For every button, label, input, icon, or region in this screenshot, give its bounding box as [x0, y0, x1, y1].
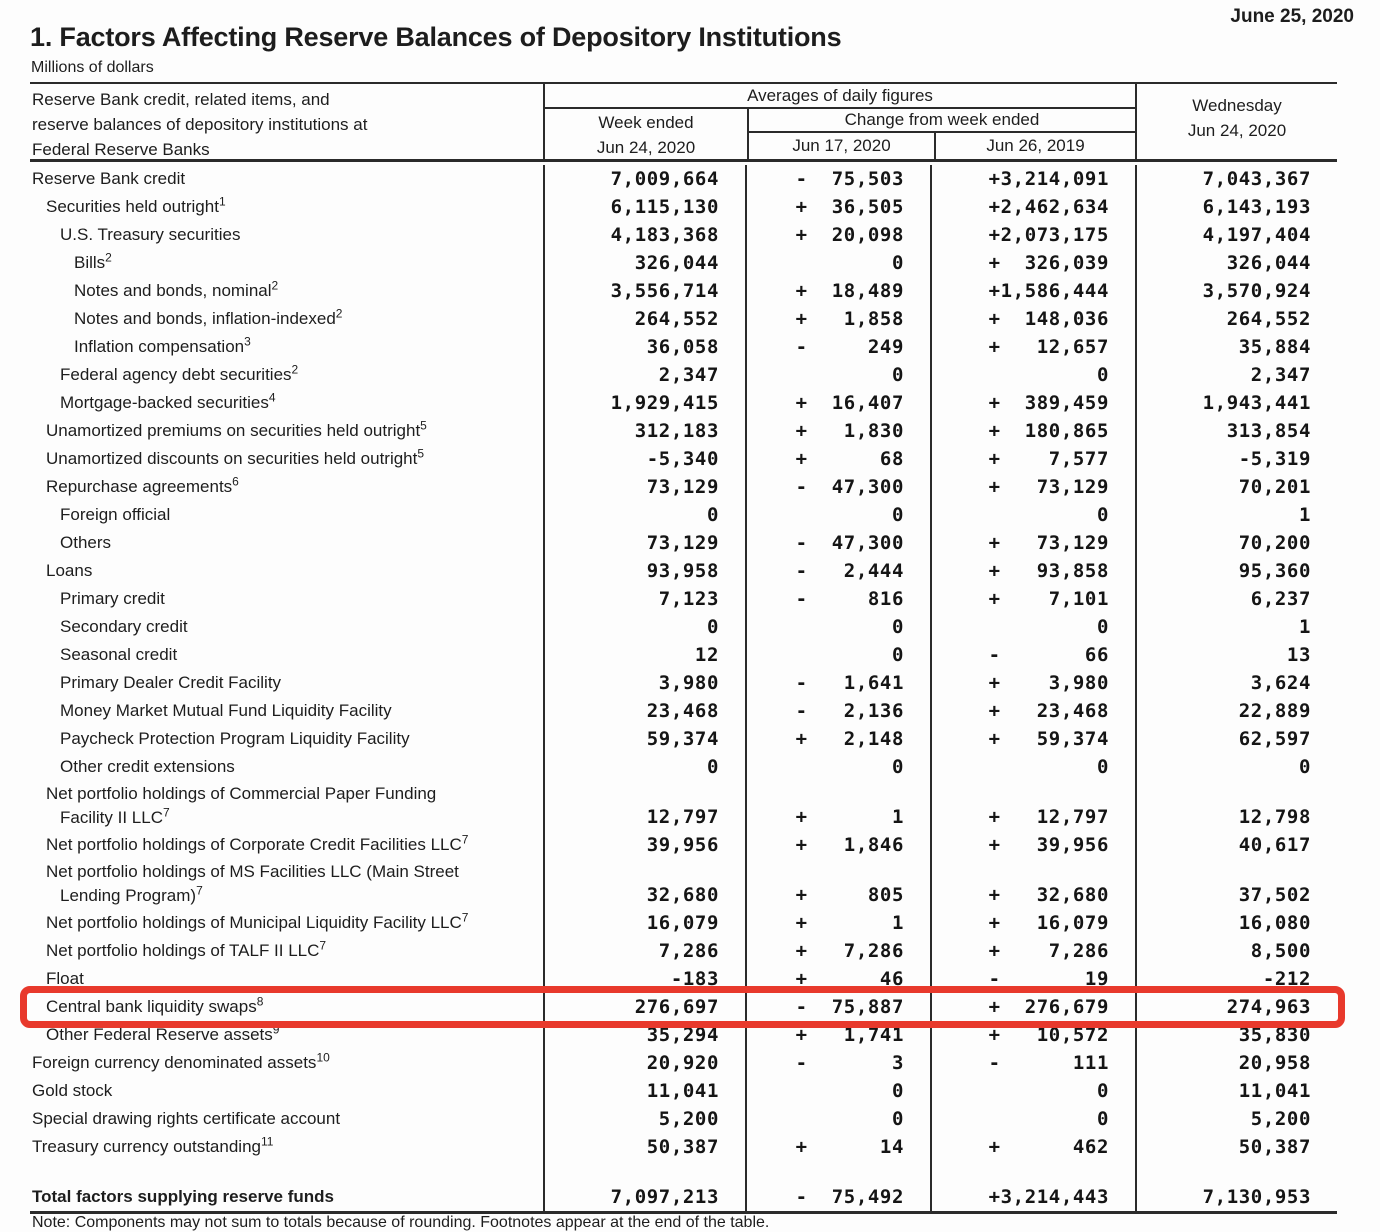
cell-wednesday: 6,237	[1135, 585, 1337, 613]
row-label	[30, 1105, 543, 1133]
cell-change-jun17: - 75,887	[745, 993, 930, 1021]
cell-wednesday: 12,798	[1135, 781, 1337, 831]
table-spacer-row	[30, 1161, 1337, 1183]
row-label-text: Primary credit	[60, 589, 165, 608]
row-label-text: U.S. Treasury securities	[60, 225, 241, 244]
cell-change-jun26: + 326,039	[930, 249, 1135, 277]
cell-change-jun17	[745, 1161, 930, 1183]
footnote-marker: 5	[417, 446, 425, 461]
footnote-marker: 2	[335, 306, 343, 321]
row-label	[30, 1183, 543, 1211]
cell-wednesday: 70,200	[1135, 529, 1337, 557]
row-label-text: Federal agency debt securities$^2$	[60, 362, 299, 384]
footnote-marker: 5	[420, 418, 427, 433]
cell-wednesday: 95,360	[1135, 557, 1337, 585]
table-row	[30, 641, 1337, 669]
cell-wednesday: 6,143,193	[1135, 193, 1337, 221]
footnote-marker: 6	[232, 474, 239, 489]
footnote-marker: 3	[244, 334, 251, 349]
cell-week-ended	[543, 1161, 745, 1183]
cell-wednesday: 8,500	[1135, 937, 1337, 965]
table-row	[30, 473, 1337, 501]
cell-change-jun26: 0	[930, 501, 1135, 529]
row-label	[30, 249, 543, 277]
cell-change-jun17: - 75,492	[745, 1183, 930, 1211]
row-label	[30, 473, 543, 501]
cell-change-jun26: + 10,572	[930, 1021, 1135, 1049]
change-group-header	[747, 109, 1135, 160]
cell-change-jun17: - 249	[745, 333, 930, 361]
footnote-marker: 7	[162, 805, 170, 820]
cell-wednesday: 62,597	[1135, 725, 1337, 753]
stub-line: Reserve Bank credit, related items, and	[32, 90, 330, 109]
row-label	[30, 831, 543, 859]
cell-change-jun17: + 20,098	[745, 221, 930, 249]
cell-change-jun17: - 816	[745, 585, 930, 613]
footnote-marker: 2	[271, 278, 279, 293]
row-label	[30, 557, 543, 585]
cell-wednesday: 264,552	[1135, 305, 1337, 333]
cell-change-jun17: + 36,505	[745, 193, 930, 221]
cell-week-ended: 7,009,664	[543, 165, 745, 193]
table-row	[30, 1105, 1337, 1133]
cell-change-jun26: 0	[930, 1077, 1135, 1105]
cell-week-ended: 39,956	[543, 831, 745, 859]
row-label	[30, 529, 543, 557]
table-row	[30, 725, 1337, 753]
table-row	[30, 1077, 1337, 1105]
cell-change-jun17: 0	[745, 753, 930, 781]
cell-wednesday: 0	[1135, 753, 1337, 781]
row-label	[30, 1077, 543, 1105]
cell-wednesday: 1,943,441	[1135, 389, 1337, 417]
table-row	[30, 221, 1337, 249]
cell-wednesday: 313,854	[1135, 417, 1337, 445]
cell-change-jun17: + 1	[745, 909, 930, 937]
wednesday-line: Wednesday	[1192, 95, 1282, 115]
table-row	[30, 613, 1337, 641]
cell-wednesday: 5,200	[1135, 1105, 1337, 1133]
table-row	[30, 445, 1337, 473]
cell-change-jun26: + 180,865	[930, 417, 1135, 445]
cell-week-ended: 73,129	[543, 529, 745, 557]
footnote-text: Note: Components may not sum to totals because of rounding. Footnotes appear at the end of the table.	[32, 1214, 770, 1231]
cell-change-jun26: + 73,129	[930, 529, 1135, 557]
table-row	[30, 1183, 1337, 1211]
cell-change-jun17: - 1,641	[745, 669, 930, 697]
table-row	[30, 417, 1337, 445]
row-label	[30, 389, 543, 417]
cell-week-ended: 12,797	[543, 781, 745, 831]
footnote-marker: 4	[268, 390, 276, 405]
row-label-text: Unamortized premiums on securities held outright$^5$	[46, 418, 427, 440]
table-row	[30, 333, 1337, 361]
row-label-text: Paycheck Protection Program Liquidity Facility	[60, 729, 410, 748]
cell-wednesday: 37,502	[1135, 859, 1337, 909]
row-label	[30, 909, 543, 937]
averages-group-header	[543, 84, 1135, 159]
cell-change-jun26: + 7,286	[930, 937, 1135, 965]
table-row	[30, 501, 1337, 529]
col-header-week-ended	[545, 109, 747, 160]
table-row	[30, 937, 1337, 965]
cell-change-jun17: + 14	[745, 1133, 930, 1161]
cell-week-ended: -183	[543, 965, 745, 993]
table-row	[30, 249, 1337, 277]
row-label	[30, 417, 543, 445]
table-row	[30, 781, 1337, 831]
cell-change-jun26: + 12,797	[930, 781, 1135, 831]
row-label-text: Net portfolio holdings of MS Facilities LLC (Main Street	[46, 862, 459, 881]
col-header-jun26: Jun 26, 2019	[934, 133, 1135, 160]
row-label-text: Facility II LLC$^7$	[60, 805, 170, 827]
cell-change-jun26	[930, 1161, 1135, 1183]
wednesday-line: Jun 24, 2020	[1187, 120, 1287, 140]
cell-wednesday: 326,044	[1135, 249, 1337, 277]
cell-change-jun17: + 805	[745, 859, 930, 909]
row-label-text: Net portfolio holdings of TALF II LLC$^7$	[46, 938, 327, 960]
cell-change-jun26: + 39,956	[930, 831, 1135, 859]
cell-change-jun26: + 93,858	[930, 557, 1135, 585]
cell-wednesday: 20,958	[1135, 1049, 1337, 1077]
row-label	[30, 165, 543, 193]
row-label-text: Float	[46, 969, 84, 988]
row-label	[30, 859, 543, 909]
row-label-text: Money Market Mutual Fund Liquidity Facility	[60, 701, 392, 720]
week-ended-line: Jun 24, 2020	[596, 138, 696, 157]
cell-week-ended: 7,097,213	[543, 1183, 745, 1211]
cell-week-ended: 312,183	[543, 417, 745, 445]
cell-wednesday: 1	[1135, 501, 1337, 529]
cell-change-jun26: +2,462,634	[930, 193, 1135, 221]
table-row	[30, 557, 1337, 585]
table-row	[30, 669, 1337, 697]
footnote-marker: 7	[196, 883, 203, 898]
row-label	[30, 1133, 543, 1161]
table-row	[30, 361, 1337, 389]
footnote-marker: 7	[461, 910, 469, 925]
cell-wednesday: 4,197,404	[1135, 221, 1337, 249]
cell-change-jun26: +3,214,443	[930, 1183, 1135, 1211]
table-header	[30, 82, 1337, 162]
table-row	[30, 1133, 1337, 1161]
footnote-marker: 7	[319, 938, 327, 953]
row-label	[30, 501, 543, 529]
cell-change-jun26: + 148,036	[930, 305, 1135, 333]
row-label	[30, 613, 543, 641]
cell-week-ended: 3,980	[543, 669, 745, 697]
row-label	[30, 445, 543, 473]
cell-change-jun17: + 16,407	[745, 389, 930, 417]
cell-week-ended: 93,958	[543, 557, 745, 585]
cell-change-jun26: + 73,129	[930, 473, 1135, 501]
cell-week-ended: 6,115,130	[543, 193, 745, 221]
footnote-marker: 8	[256, 994, 264, 1009]
row-label	[30, 697, 543, 725]
cell-week-ended: 0	[543, 613, 745, 641]
cell-week-ended: 35,294	[543, 1021, 745, 1049]
row-label-text: Securities held outright$^1$	[46, 194, 226, 216]
cell-week-ended: 1,929,415	[543, 389, 745, 417]
cell-change-jun17: + 46	[745, 965, 930, 993]
row-label	[30, 361, 543, 389]
cell-week-ended: 0	[543, 753, 745, 781]
row-label-text: Bills$^2$	[74, 250, 112, 272]
col-header-jun17: Jun 17, 2020	[792, 136, 891, 155]
row-label	[30, 965, 543, 993]
cell-wednesday	[1135, 1161, 1337, 1183]
cell-wednesday: -212	[1135, 965, 1337, 993]
cell-week-ended: 3,556,714	[543, 277, 745, 305]
row-label	[30, 193, 543, 221]
cell-change-jun17: + 1	[745, 781, 930, 831]
cell-change-jun26: + 389,459	[930, 389, 1135, 417]
cell-change-jun17: 0	[745, 249, 930, 277]
cell-change-jun26: + 32,680	[930, 859, 1135, 909]
row-label-text: Net portfolio holdings of Corporate Credit Facilities LLC$^7$	[46, 832, 469, 854]
cell-change-jun26: + 3,980	[930, 669, 1135, 697]
table-row	[30, 277, 1337, 305]
row-label	[30, 1161, 543, 1183]
cell-change-jun17: - 47,300	[745, 473, 930, 501]
cell-change-jun26: + 23,468	[930, 697, 1135, 725]
table-row	[30, 165, 1337, 193]
row-label	[30, 669, 543, 697]
row-label	[30, 641, 543, 669]
table-row	[30, 753, 1337, 781]
cell-wednesday: 16,080	[1135, 909, 1337, 937]
row-label-text: Seasonal credit	[60, 645, 178, 664]
cell-change-jun17: + 7,286	[745, 937, 930, 965]
cell-change-jun26: - 111	[930, 1049, 1135, 1077]
table-row	[30, 389, 1337, 417]
cell-wednesday: 274,963	[1135, 993, 1337, 1021]
table-row	[30, 529, 1337, 557]
row-label-text: Secondary credit	[60, 617, 188, 636]
table-row	[30, 305, 1337, 333]
cell-change-jun17: + 1,858	[745, 305, 930, 333]
row-label-text: Primary Dealer Credit Facility	[60, 673, 282, 692]
cell-change-jun17: + 1,741	[745, 1021, 930, 1049]
row-label-text: Notes and bonds, nominal$^2$	[74, 278, 279, 300]
table-row	[30, 585, 1337, 613]
cell-wednesday: 7,130,953	[1135, 1183, 1337, 1211]
footnote-marker: 2	[291, 362, 299, 377]
row-label	[30, 1049, 543, 1077]
cell-change-jun17: 0	[745, 1105, 930, 1133]
row-label-text: Total factors supplying reserve funds	[32, 1187, 334, 1206]
row-label-text: Others	[60, 533, 112, 552]
cell-week-ended: 23,468	[543, 697, 745, 725]
averages-title: Averages of daily figures	[545, 84, 1135, 109]
footnote-marker: 2	[105, 250, 112, 265]
cell-change-jun17: 0	[745, 641, 930, 669]
row-label-text: Reserve Bank credit	[32, 169, 186, 188]
cell-change-jun26: + 16,079	[930, 909, 1135, 937]
cell-change-jun26: + 7,101	[930, 585, 1135, 613]
cell-change-jun17: - 47,300	[745, 529, 930, 557]
row-label-text: Special drawing rights certificate account	[32, 1109, 341, 1128]
cell-wednesday: 50,387	[1135, 1133, 1337, 1161]
cell-week-ended: 5,200	[543, 1105, 745, 1133]
row-label-text: Other Federal Reserve assets$^9$	[46, 1022, 280, 1044]
row-label-text: Unamortized discounts on securities held outright$^5$	[46, 446, 425, 468]
footnote-marker: 10	[316, 1050, 330, 1065]
cell-change-jun17: 0	[745, 361, 930, 389]
units-label: Millions of dollars	[31, 59, 154, 76]
table-row	[30, 193, 1337, 221]
cell-week-ended: 326,044	[543, 249, 745, 277]
cell-change-jun17: + 68	[745, 445, 930, 473]
stub-line: reserve balances of depository institutions at	[32, 115, 368, 134]
cell-wednesday: 3,570,924	[1135, 277, 1337, 305]
table-row	[30, 909, 1337, 937]
cell-change-jun26: + 7,577	[930, 445, 1135, 473]
cell-wednesday: 11,041	[1135, 1077, 1337, 1105]
cell-change-jun17: - 2,444	[745, 557, 930, 585]
cell-wednesday: 2,347	[1135, 361, 1337, 389]
page-title: 1. Factors Affecting Reserve Balances of Depository Institutions	[30, 22, 842, 52]
col-header-wednesday	[1135, 84, 1337, 159]
cell-wednesday: 40,617	[1135, 831, 1337, 859]
cell-change-jun26: 0	[930, 753, 1135, 781]
cell-change-jun17: + 1,830	[745, 417, 930, 445]
footnote-marker: 11	[260, 1134, 274, 1149]
table-row	[30, 859, 1337, 909]
cell-change-jun26: +2,073,175	[930, 221, 1135, 249]
cell-week-ended: 20,920	[543, 1049, 745, 1077]
row-label-text: Net portfolio holdings of Municipal Liquidity Facility LLC$^7$	[46, 910, 469, 932]
row-label-text: Loans	[46, 561, 93, 580]
row-label-text: Gold stock	[32, 1081, 113, 1100]
cell-wednesday: 70,201	[1135, 473, 1337, 501]
cell-week-ended: 12	[543, 641, 745, 669]
cell-week-ended: 32,680	[543, 859, 745, 909]
cell-wednesday: -5,319	[1135, 445, 1337, 473]
row-label	[30, 333, 543, 361]
row-label-text: Mortgage-backed securities$^4$	[60, 390, 276, 412]
cell-week-ended: -5,340	[543, 445, 745, 473]
change-title: Change from week ended	[749, 109, 1135, 133]
row-label	[30, 305, 543, 333]
cell-wednesday: 35,884	[1135, 333, 1337, 361]
row-label-text: Central bank liquidity swaps$^8$	[46, 994, 264, 1016]
cell-week-ended: 276,697	[543, 993, 745, 1021]
stub-header	[30, 84, 543, 159]
cell-week-ended: 50,387	[543, 1133, 745, 1161]
cell-wednesday: 7,043,367	[1135, 165, 1337, 193]
table-row	[30, 1021, 1337, 1049]
row-label-text: Other credit extensions	[60, 757, 235, 776]
cell-change-jun26: +1,586,444	[930, 277, 1135, 305]
cell-change-jun17: - 2,136	[745, 697, 930, 725]
cell-change-jun17: 0	[745, 501, 930, 529]
row-label	[30, 781, 543, 831]
row-label-text: Lending Program)$^7$	[60, 883, 203, 905]
cell-change-jun17: 0	[745, 1077, 930, 1105]
row-label-text: Foreign official	[60, 505, 171, 524]
cell-week-ended: 73,129	[543, 473, 745, 501]
cell-week-ended: 16,079	[543, 909, 745, 937]
cell-wednesday: 35,830	[1135, 1021, 1337, 1049]
cell-change-jun17: - 75,503	[745, 165, 930, 193]
footnote-marker: 7	[461, 832, 469, 847]
cell-week-ended: 36,058	[543, 333, 745, 361]
cell-change-jun26: + 12,657	[930, 333, 1135, 361]
cell-change-jun26: 0	[930, 613, 1135, 641]
row-label-text: Notes and bonds, inflation-indexed$^2$	[74, 306, 343, 328]
cell-change-jun17: + 1,846	[745, 831, 930, 859]
cell-change-jun26: - 66	[930, 641, 1135, 669]
row-label-text: Foreign currency denominated assets$^{10}$	[32, 1050, 330, 1072]
table-row	[30, 697, 1337, 725]
cell-change-jun26: 0	[930, 1105, 1135, 1133]
cell-week-ended: 0	[543, 501, 745, 529]
row-label	[30, 993, 543, 1021]
stub-line: Federal Reserve Banks	[32, 140, 210, 159]
row-label	[30, 221, 543, 249]
table-row	[30, 993, 1337, 1021]
table-row	[30, 1049, 1337, 1077]
cell-wednesday: 22,889	[1135, 697, 1337, 725]
cell-week-ended: 7,123	[543, 585, 745, 613]
week-ended-line: Week ended	[598, 113, 694, 132]
cell-change-jun17: 0	[745, 613, 930, 641]
row-label	[30, 725, 543, 753]
cell-change-jun26: +3,214,091	[930, 165, 1135, 193]
cell-week-ended: 2,347	[543, 361, 745, 389]
cell-week-ended: 59,374	[543, 725, 745, 753]
cell-change-jun26: - 19	[930, 965, 1135, 993]
cell-change-jun17: + 2,148	[745, 725, 930, 753]
cell-change-jun17: - 3	[745, 1049, 930, 1077]
row-label-text: Treasury currency outstanding$^{11}$	[32, 1134, 274, 1156]
cell-wednesday: 1	[1135, 613, 1337, 641]
cell-week-ended: 264,552	[543, 305, 745, 333]
cell-wednesday: 13	[1135, 641, 1337, 669]
cell-wednesday: 3,624	[1135, 669, 1337, 697]
cell-week-ended: 11,041	[543, 1077, 745, 1105]
table-body	[30, 162, 1337, 1214]
row-label-text: Repurchase agreements$^6$	[46, 474, 239, 496]
cell-week-ended: 7,286	[543, 937, 745, 965]
cell-change-jun26: + 276,679	[930, 993, 1135, 1021]
footnote-marker: 1	[218, 194, 226, 209]
row-label-text: Net portfolio holdings of Commercial Paper Funding	[46, 784, 437, 803]
cell-week-ended: 4,183,368	[543, 221, 745, 249]
cell-change-jun26: + 59,374	[930, 725, 1135, 753]
row-label	[30, 937, 543, 965]
cell-change-jun26: + 462	[930, 1133, 1135, 1161]
footnote-marker: 9	[272, 1022, 280, 1037]
table-row	[30, 965, 1337, 993]
row-label	[30, 585, 543, 613]
row-label	[30, 277, 543, 305]
factors-table	[30, 82, 1337, 1214]
row-label-text: Inflation compensation$^3$	[74, 334, 251, 356]
cell-change-jun26: 0	[930, 361, 1135, 389]
row-label	[30, 753, 543, 781]
release-date: June 25, 2020	[1230, 6, 1354, 27]
cell-change-jun17: + 18,489	[745, 277, 930, 305]
table-row	[30, 831, 1337, 859]
row-label	[30, 1021, 543, 1049]
